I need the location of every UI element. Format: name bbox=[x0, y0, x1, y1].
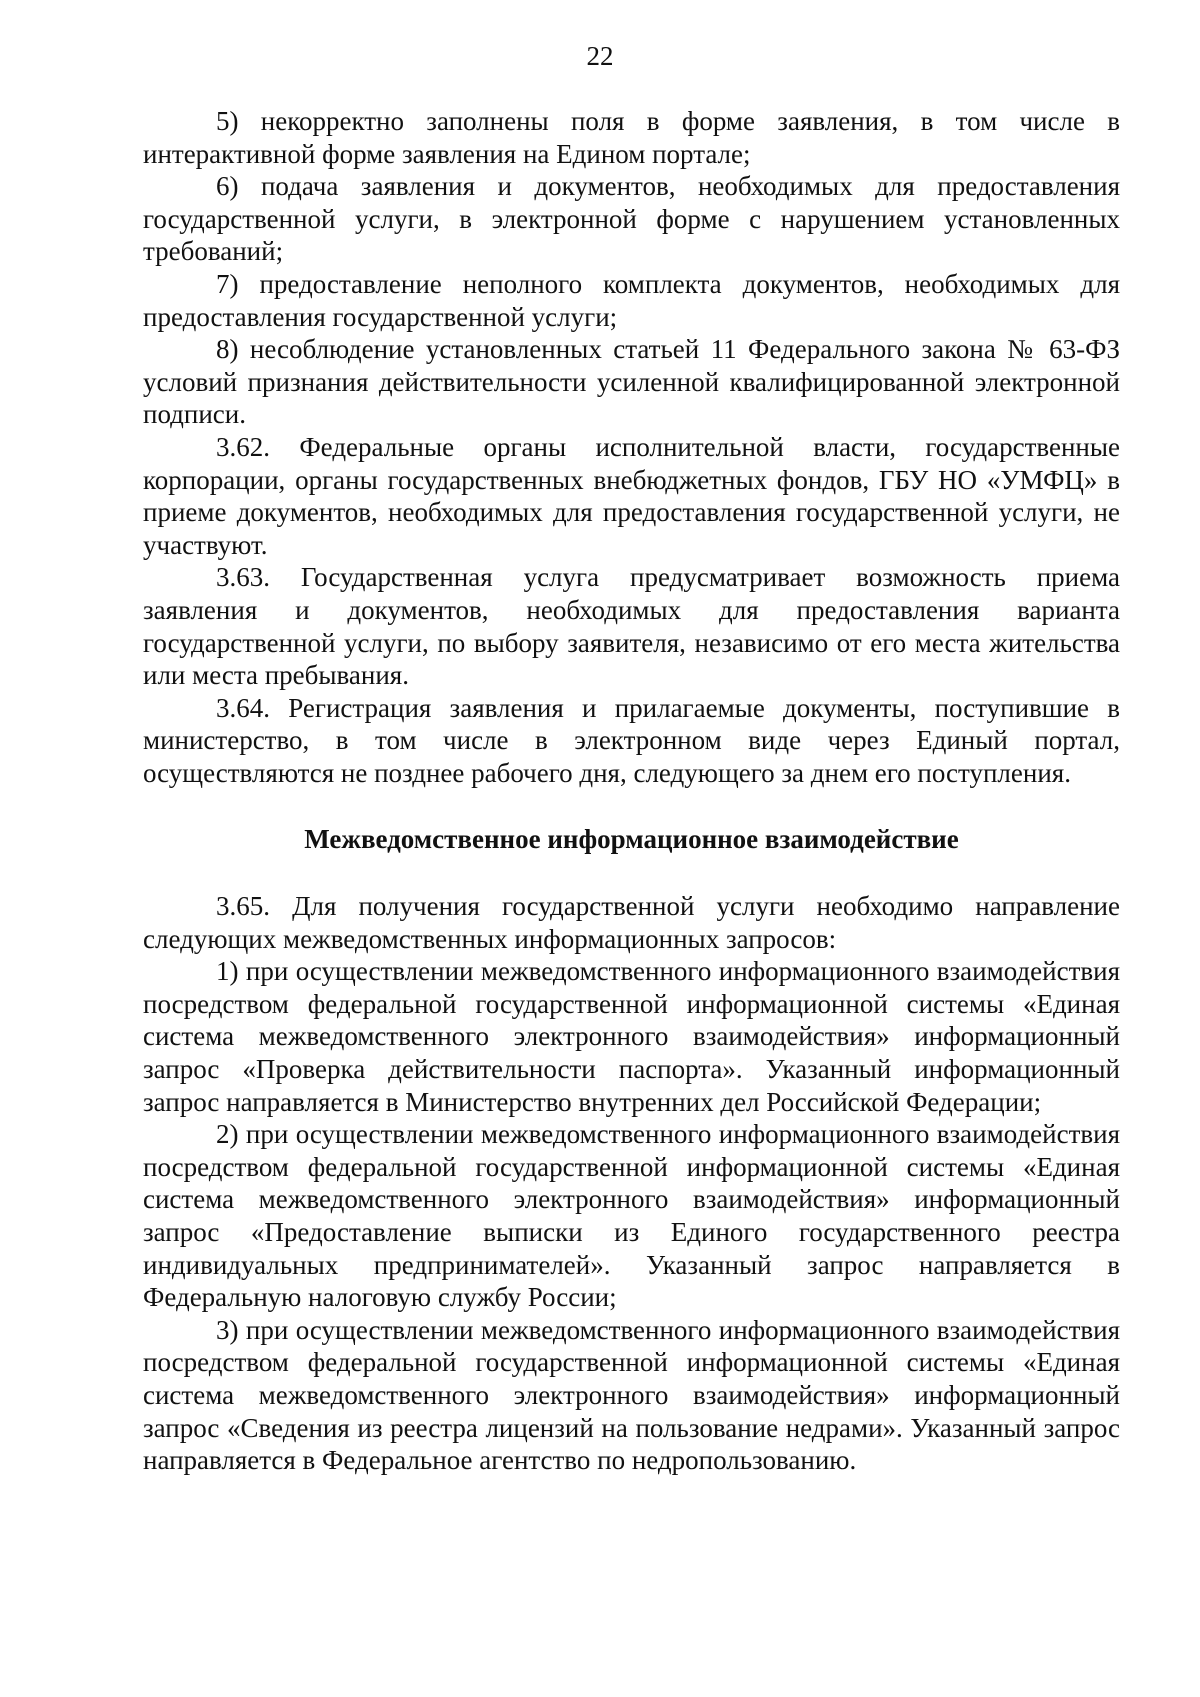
paragraph-3-64: 3.64. Регистрация заявления и прилагаемые документы, поступившие в министерство, в том числе в электронном виде через Единый портал, осуществляются не позднее рабочего дня, следующего за днем его поступления. bbox=[143, 692, 1120, 788]
page-number: 22 bbox=[586, 41, 614, 71]
paragraph-request-2: 2) при осуществлении межведомственного информационного взаимодействия посредством федеральной государственной информационной системы «Единая система межведомственного электронного взаимодействия» информационный запрос «Предоставление выписки из Единого государственного реестра индивидуальных предпринимателей». Указанный запрос направляется в Федеральную налоговую службу России; bbox=[143, 1119, 1120, 1313]
paragraph-request-3: 3) при осуществлении межведомственного информационного взаимодействия посредством федеральной государственной информационной системы «Единая система межведомственного электронного взаимодействия» информационный запрос «Сведения из реестра лицензий на пользование недрами». Указанный запрос направляется в Федеральное агентство по недропользованию. bbox=[143, 1314, 1120, 1476]
section-heading: Межведомственное информационное взаимодействие bbox=[304, 824, 959, 855]
paragraph-item-5: 5) некорректно заполнены поля в форме заявления, в том числе в интерактивной форме заявления на Едином портале; bbox=[143, 106, 1120, 169]
paragraph-item-7: 7) предоставление неполного комплекта документов, необходимых для предоставления государственной услуги; bbox=[143, 268, 1120, 332]
paragraph-3-62: 3.62. Федеральные органы исполнительной власти, государственные корпорации, органы государственных внебюджетных фондов, ГБУ НО «УМФЦ» в приеме документов, необходимых для предоставления государственной услуги, не участвуют. bbox=[143, 431, 1120, 560]
paragraph-item-6: 6) подача заявления и документов, необходимых для предоставления государственной услуги, в электронной форме с нарушением установленных требований; bbox=[143, 171, 1120, 267]
paragraph-3-65: 3.65. Для получения государственной услуги необходимо направление следующих межведомственных информационных запросов: bbox=[143, 891, 1120, 954]
paragraph-3-63: 3.63. Государственная услуга предусматривает возможность приема заявления и документов, необходимых для предоставления варианта государственной услуги, по выбору заявителя, независимо от его места жительства или места пребывания. bbox=[143, 562, 1120, 691]
paragraph-request-1: 1) при осуществлении межведомственного информационного взаимодействия посредством федеральной государственной информационной системы «Единая система межведомственного электронного взаимодействия» информационный запрос «Проверка действительности паспорта». Указанный информационный запрос направляется в Министерство внутренних дел Российской Федерации; bbox=[143, 956, 1120, 1117]
document-body bbox=[143, 105, 1120, 1477]
paragraph-item-8: 8) несоблюдение установленных статьей 11 Федерального закона № 63-ФЗ условий признания действительности усиленной квалифицированной электронной подписи. bbox=[143, 334, 1120, 430]
